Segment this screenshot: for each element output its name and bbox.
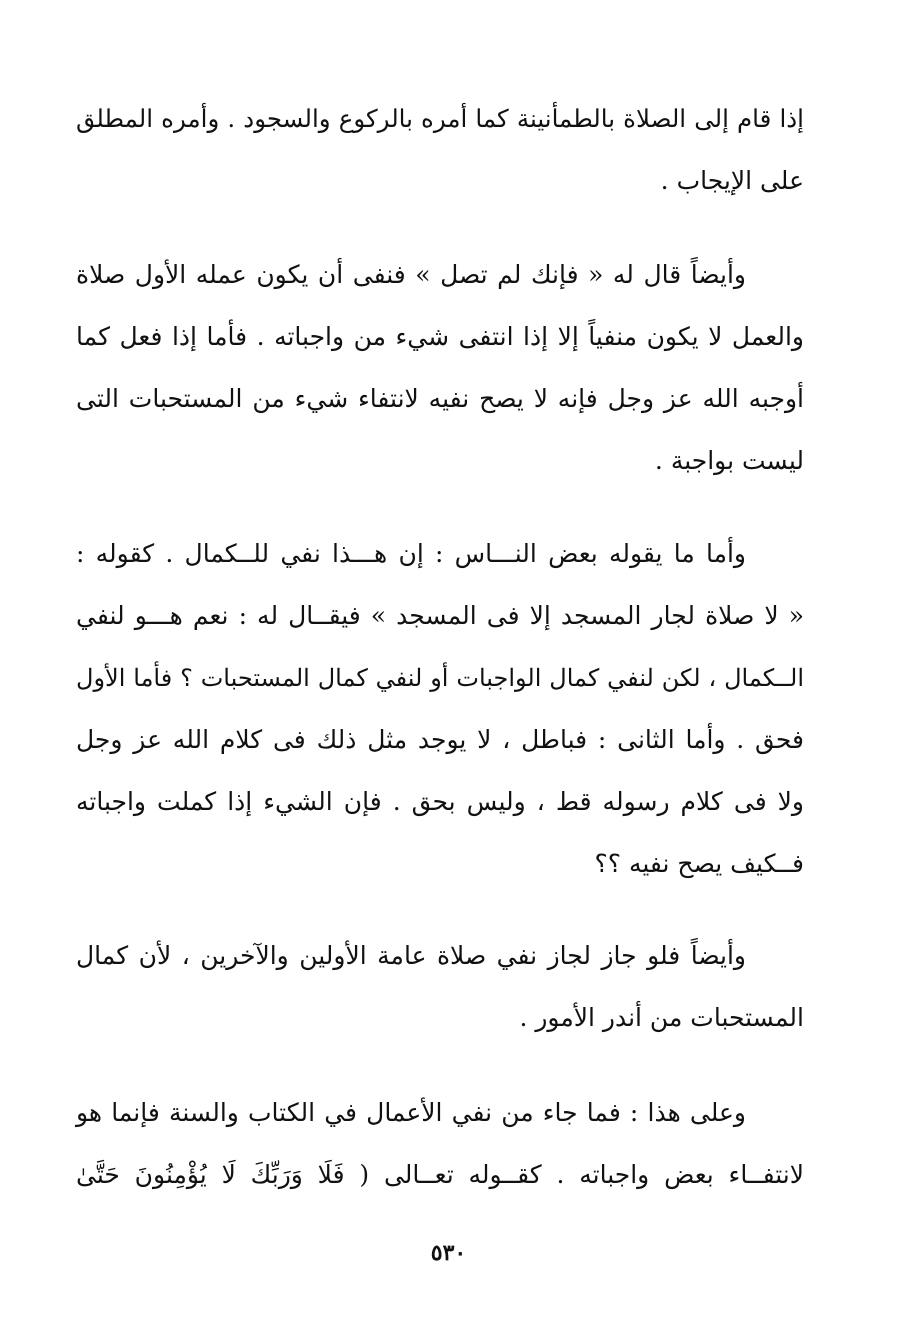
text-line: لانتفــاء بعض واجباته . كقــوله تعــالى ( فَلَا وَرَبِّكَ لَا يُؤْمِنُونَ حَتَّىٰ xyxy=(76,1160,804,1189)
paragraph-4 xyxy=(76,925,804,1049)
paragraph-3 xyxy=(76,523,804,895)
text-line: وأيضاً فلو جاز لجاز نفي صلاة عامة الأولين والآخرين ، لأن كمال xyxy=(76,941,746,970)
text-line: « لا صلاة لجار المسجد إلا فى المسجد » فيقــال له : نعم هـــو لنفي xyxy=(76,601,804,630)
text-line: الــكمال ، لكن لنفي كمال الواجبات أو لنفي كمال المستحبات ؟ فأما الأول xyxy=(76,664,804,692)
paragraph-5 xyxy=(76,1082,804,1206)
page-number: ٥٣٠ xyxy=(430,1240,467,1266)
text-line: فــكيف يصح نفيه ؟؟ xyxy=(594,849,804,878)
text-line: والعمل لا يكون منفياً إلا إذا انتفى شيء من واجباته . فأما إذا فعل كما xyxy=(76,322,804,351)
paragraph-2 xyxy=(76,244,804,492)
text-line: ولا فى كلام رسوله قط ، وليس بحق . فإن الشيء إذا كملت واجباته xyxy=(76,787,804,816)
text-line: وعلى هذا : فما جاء من نفي الأعمال في الكتاب والسنة فإنما هو xyxy=(76,1098,746,1127)
text-line: وأيضاً قال له « فإنك لم تصل » فنفى أن يكون عمله الأول صلاة xyxy=(76,260,746,289)
paragraph-1 xyxy=(76,88,804,212)
text-line: أوجبه الله عز وجل فإنه لا يصح نفيه لانتفاء شيء من المستحبات التى xyxy=(76,384,804,413)
text-line: وأما ما يقوله بعض النـــاس : إن هـــذا نفي للــكمال . كقوله : xyxy=(76,539,746,568)
text-line: فحق . وأما الثانى : فباطل ، لا يوجد مثل ذلك فى كلام الله عز وجل xyxy=(76,725,804,754)
text-line: على الإيجاب . xyxy=(660,166,804,195)
text-line: المستحبات من أندر الأمور . xyxy=(519,1003,804,1032)
text-line: إذا قام إلى الصلاة بالطمأنينة كما أمره بالركوع والسجود . وأمره المطلق xyxy=(76,104,804,133)
text-line: ليست بواجبة . xyxy=(654,446,804,475)
